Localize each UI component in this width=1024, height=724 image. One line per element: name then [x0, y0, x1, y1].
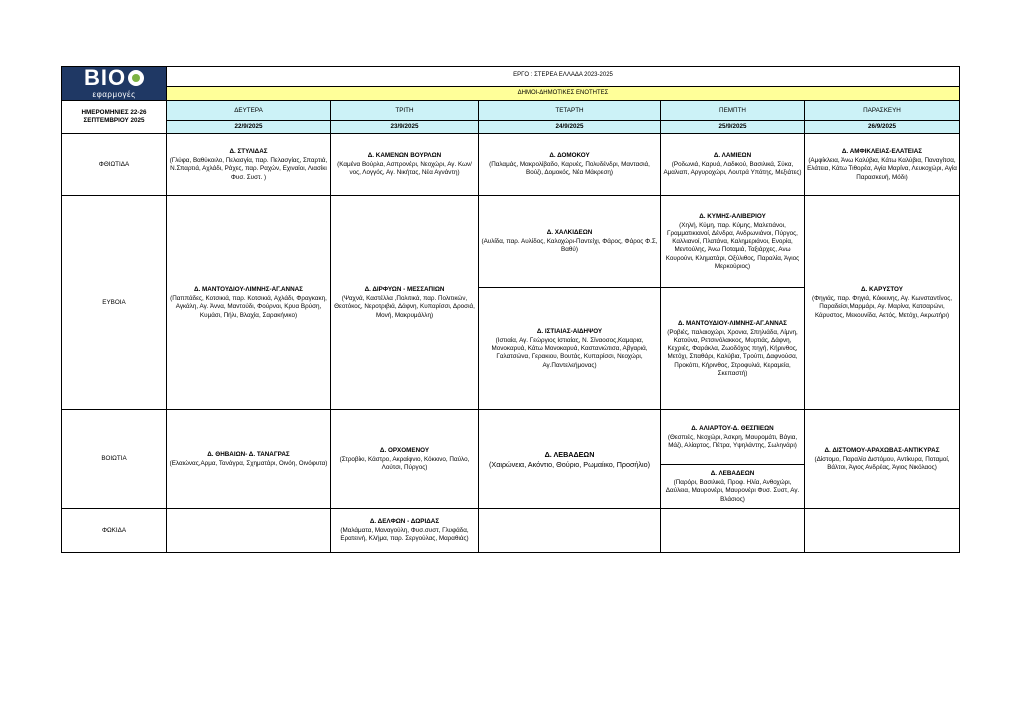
date-header-fri: 26/9/2025 [805, 121, 960, 134]
empty-cell [479, 509, 661, 553]
day-header-mon: ΔΕΥΤΕΡΑ [167, 101, 331, 121]
schedule-cell [661, 196, 805, 288]
municipality: Δ. ΛΑΜΙΕΩΝ [713, 152, 752, 160]
day-header-wed: ΤΕΤΑΡΤΗ [479, 101, 661, 121]
schedule-cell [661, 134, 805, 196]
schedule-cell [805, 410, 960, 509]
villages: (Ροβιές, παλαιοχώρι, Χρονια, Σπηλιάδα, Λίμνη, Κατούνα, Ρετσινόλακκος, Μυρτιάς, Δάφνη, Κεχριές, Φαράκλα, Ζωοδόχος πηγή, Κήρινθος, Μετόχι, Σπαθάρι, Καλύβια, Τρούπι, Δαφνούσα, Προκόπι, Κήρινθος, Στροφυλιά, Κεραμεία, Σκεπαστή) [667, 328, 798, 377]
schedule-cell [479, 410, 661, 509]
villages: (Γλύφα, Βαθύκοιλο, Πελασγία, παρ. Πελασγίας, Σπαρτιά, Ν.Σπαρτιά, Αχλάδι, Ράχες, παρ. Ραχών, Εχιναίοι, Λιασίκι Φυσ. Συστ. ) [169, 157, 328, 181]
municipality: Δ. ΛΕΒΑΔΕΩΝ [544, 449, 595, 459]
schedule-cell [331, 134, 479, 196]
villages: (Φηγιάς, παρ. Φηγιά, Κόκκινης, Αγ. Κωνσταντίνος, Παραδείσι,Μαρμάρι, Αγ. Μαρίνα, Κατσαρώνι, Κάρυστος, Μεκουνίδα, Αετός, Μετόχι, Ακρωτήρι) [811, 295, 952, 319]
schedule-table [61, 66, 960, 553]
schedule-cell [661, 410, 805, 465]
municipality: Δ. ΔΟΜΟΚΟΥ [549, 152, 590, 160]
villages: (Παρόρι, Βασιλικά, Προφ. Ηλία, Ανθοχώρι, Δαύλεια, Μαυρονέρι, Μαυρονέρι Φυσ. Συστ, Αγ. Βλάσιος) [665, 479, 800, 503]
municipality: Δ. ΜΑΝΤΟΥΔΙΟΥ-ΛΙΜΝΗΣ-ΑΓ.ΑΝΝΑΣ [194, 286, 303, 294]
municipality: Δ. ΔΙΡΦΥΩΝ - ΜΕΣΣΑΠΙΩΝ [364, 286, 445, 294]
date-header-wed: 24/9/2025 [479, 121, 661, 134]
schedule-cell [661, 465, 805, 509]
schedule-cell [167, 196, 331, 410]
villages: (Θεσπιές, Νεοχώρι, Άσκρη, Μαυρομάτι, Βάγια, Μάζι, Αλίαρτος, Πέτρα, Υψηλάντης, Σωληνάρι) [667, 433, 798, 449]
municipality: Δ. ΜΑΝΤΟΥΔΙΟΥ-ΛΙΜΝΗΣ-ΑΓ.ΑΝΝΑΣ [678, 319, 787, 327]
municipality: Δ. ΚΑΡΥΣΤΟΥ [861, 286, 903, 294]
schedule-cell [479, 134, 661, 196]
day-header-tue: ΤΡΙΤΗ [331, 101, 479, 121]
villages: (Μαλάματα, Μαναγούλη, Φυσ.συστ, Γλυφάδα, Ερατεινή, Κλήμα, παρ. Σεργούλας, Μαραθιάς) [340, 527, 469, 543]
villages: (Ροδωνιά, Καρυά, Λαδικού, Βασιλικά, Σύκα, Αμαλιαπ, Αργυροχώρι, Λουτρά Υπάτης, Μεξιάτες) [663, 161, 802, 177]
villages: (Παλαμάς, Μακρολίβαδο, Καρυές, Πολυδένδρι, Μαντασιά, Βούζι, Δομοκός, Νέα Μάκρεση) [489, 161, 650, 177]
schedule-cell [805, 134, 960, 196]
municipality: Δ. ΔΙΣΤΟΜΟΥ-ΑΡΑΧΩΒΑΣ-ΑΝΤΙΚΥΡΑΣ [824, 446, 940, 454]
date-header-thu: 25/9/2025 [661, 121, 805, 134]
project-title: ΕΡΓΟ : ΣΤΕΡΕΑ ΕΛΛΑΔΑ 2023-2025 [167, 67, 960, 87]
schedule-cell [331, 410, 479, 509]
empty-cell [661, 509, 805, 553]
day-header-thu: ΠΕΜΠΤΗ [661, 101, 805, 121]
date-header-mon: 22/9/2025 [167, 121, 331, 134]
date-header-tue: 23/9/2025 [331, 121, 479, 134]
municipality: Δ. ΑΛΙΑΡΤΟΥ-Δ. ΘΕΣΠΙΕΩΝ [691, 424, 774, 432]
leaf-icon [128, 70, 144, 86]
schedule-cell [167, 410, 331, 509]
villages: (Δίστομο, Παραλία Διστόμου, Αντίκυρα, Ποταμοί, Βάλτοι, Άγιος Ανδρέας, Άγιος Νικόλαος) [814, 455, 950, 471]
logo-text: BIO [83, 66, 127, 90]
villages: (Παππάδες, Κοτσικιά, παρ. Κοτσικιά, Αχλάδι, Φραγκακη, Αγκάλη, Αγ. Άννα, Μαντούδι, Φούρνοι, Κρυα Βρύση, Κυμάσι, Πήλι, Βλαχία, Σαρακήνικο) [170, 295, 327, 319]
region-fokida: ΦΩΚΙΔΑ [62, 509, 167, 553]
villages: (Αμφίκλεια, Άνω Καλύβια, Κάτω Καλύβια, Παναγίτσα, Ελάτεια, Κάτω Τιθορέα, Αγία Μαρίνα, Λευκοχώρι, Αγία Παρασκευή, Μόδι) [807, 157, 957, 181]
schedule-cell [331, 196, 479, 410]
villages: (Χηλή, Κύμη, παρ. Κύμης, Μαλετιάνοι, Γραμματικιανοί, Δένδρα, Ανδρωνιάνοι, Πύργος, Καλλιανοί, Πλατάνα, Καλημεριάνοι, Ενορία, Μεντούλης, Άνω Ποταμιά, Ταξιάρχες, Ανω Κουρούνι, Κληματάρι, Οξύλιθος, Παραλία, Άγιος Μερκούριος) [665, 221, 800, 270]
region-fthiotida: ΦΘΙΩΤΙΔΑ [62, 134, 167, 196]
schedule-cell [479, 288, 661, 410]
units-header: ΔΗΜΟΙ-ΔΗΜΟΤΙΚΕΣ ΕΝΟΤΗΤΕΣ [167, 86, 960, 101]
logo [62, 67, 167, 101]
municipality: Δ. ΣΤΥΛΙΔΑΣ [229, 148, 268, 156]
municipality: Δ. ΚΑΜΕΝΩΝ ΒΟΥΡΛΩΝ [367, 152, 442, 160]
villages: (Ψαχνά, Καστέλλα ,Πολιτικά, παρ. Πολιτικών, Θεοτόκος, Νεροτριβιά, Δάφνη, Κυπαρίσσι, Δροσιά, Μονή, Μακρυμάλλη) [334, 295, 475, 319]
municipality: Δ. ΧΑΛΚΙΔΕΩΝ [546, 229, 593, 237]
schedule-cell [331, 509, 479, 553]
schedule-cell [805, 196, 960, 410]
logo-subtitle: εφαρμογές [92, 90, 136, 99]
municipality: Δ. ΑΜΦΙΚΛΕΙΑΣ-ΕΛΑΤΕΙΑΣ [841, 148, 923, 156]
schedule-cell [479, 196, 661, 288]
region-evia: ΕΥΒΟΙΑ [62, 196, 167, 410]
schedule-cell [167, 134, 331, 196]
municipality: Δ. ΛΕΒΑΔΕΩΝ [710, 470, 755, 478]
villages: (Ιστιαία, Αγ. Γεώργιος Ιστιαίας, Ν. Σίναοσος,Καμαρια, Μονοκαρυά, Κάτω Μονοκαρυά, Καστανιώτισα, Αβγαριά, Γαλατσώνα, Γερακιου, Βουτάς, Κυπαρίσσι, Νεοχώρι, Αγ.Παντελεήμονας) [491, 337, 648, 369]
empty-cell [167, 509, 331, 553]
villages: (Χαιρώνεια, Ακόντιο, Θούριο, Ρωμαίικο, Προσήλιο) [489, 459, 650, 469]
villages: (Αυλίδα, παρ. Αυλίδος, Καλοχώρι-Παντείχι, Φάρος, Φάρος Φ.Σ, Βαθύ) [481, 238, 658, 254]
schedule-cell [661, 288, 805, 410]
municipality: Δ. ΟΡΧΟΜΕΝΟΥ [379, 446, 430, 454]
dates-label: ΗΜΕΡΟΜΗΝΙΕΣ 22-26 ΣΕΠΤΕΜΒΡΙΟΥ 2025 [62, 101, 167, 134]
empty-cell [805, 509, 960, 553]
schedule-sheet [61, 66, 959, 562]
municipality: Δ. ΙΣΤΙΑΙΑΣ-ΑΙΔΗΨΟΥ [536, 327, 603, 335]
municipality: Δ. ΔΕΛΦΩΝ - ΔΩΡΙΔΑΣ [369, 518, 440, 526]
villages: (Ελαιώνας,Αρμα, Τανάγρα, Σχηματάρι, Οινόη, Οινόφυτα) [169, 459, 328, 467]
villages: (Στροβίκι, Κάστρο, Ακραίφνιο, Κόκκινο, Παύλο, Λούτσι, Πύργος) [339, 455, 470, 471]
municipality: Δ. ΘΗΒΑΙΩΝ- Δ. ΤΑΝΑΓΡΑΣ [207, 450, 290, 458]
region-voiotia: ΒΟΙΩΤΙΑ [62, 410, 167, 509]
day-header-fri: ΠΑΡΑΣΚΕΥΗ [805, 101, 960, 121]
municipality: Δ. ΚΥΜΗΣ-ΑΛΙΒΕΡΙΟΥ [699, 212, 766, 220]
villages: (Καμένα Βούρλα, Ασπρονέρι, Νεοχώρι, Αγ. Κων/νος, Λογγός, Αγ. Νικήτας, Νέα Αγνάντη) [337, 161, 472, 177]
